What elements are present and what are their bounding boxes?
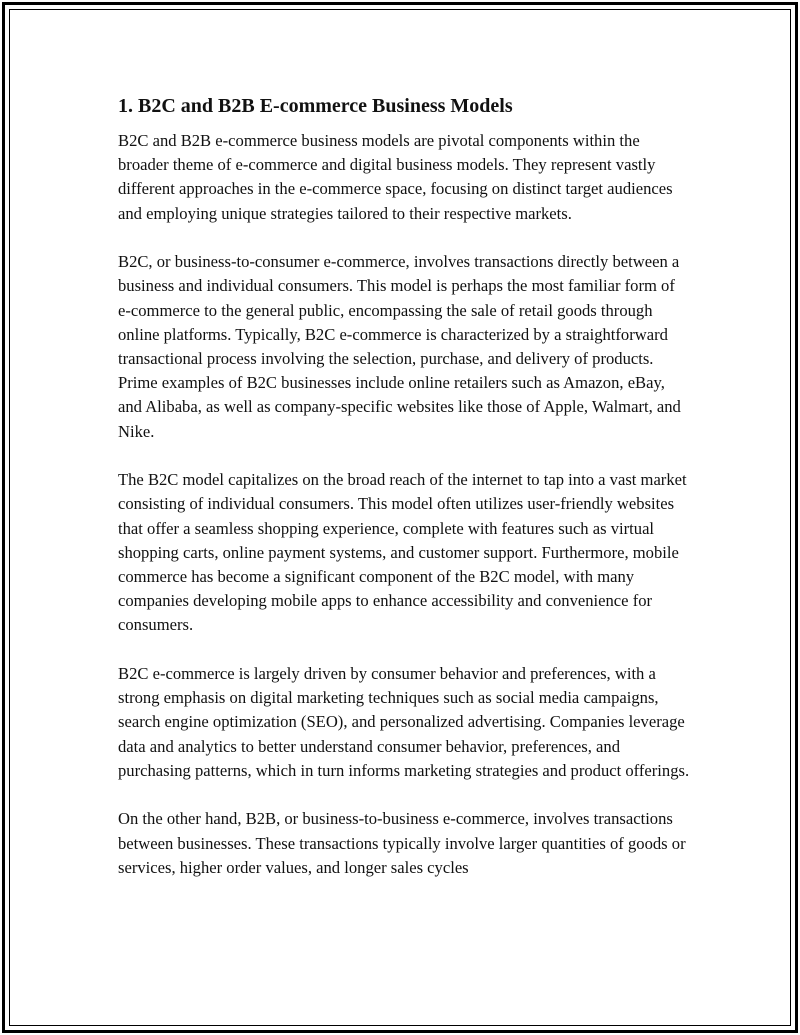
paragraph-b2b-definition: On the other hand, B2B, or business-to-business e-commerce, involves transactions between businesses. These transactions typically involve larger quantities of goods or services, higher order values, and longer sales cycles bbox=[118, 809, 686, 877]
document-body bbox=[118, 93, 690, 904]
paragraph-intro: B2C and B2B e-commerce business models are pivotal components within the broader theme of e-commerce and digital business models. They represent vastly different approaches in the e-commerce space, focusing on distinct target audiences and employing unique strategies tailored to their respective markets. bbox=[118, 131, 673, 223]
paragraph-b2c-reach: The B2C model capitalizes on the broad reach of the internet to tap into a vast market consisting of individual consumers. This model often utilizes user-friendly websites that offer a seamless shopping experience, complete with features such as virtual shopping carts, online payment systems, and customer support. Furthermore, mobile commerce has become a significant component of the B2C model, with many companies developing mobile apps to enhance accessibility and convenience for consumers. bbox=[118, 470, 687, 635]
section-heading: 1. B2C and B2B E-commerce Business Models bbox=[118, 95, 513, 117]
paragraph-b2c-definition: B2C, or business-to-consumer e-commerce, involves transactions directly between a business and individual consumers. This model is perhaps the most familiar form of e-commerce to the general public, encompassing the sale of retail goods through online platforms. Typically, B2C e-commerce is characterized by a straightforward transactional process involving the selection, purchase, and delivery of products. Prime examples of B2C businesses include online retailers such as Amazon, eBay, and Alibaba, as well as company-specific websites like those of Apple, Walmart, and Nike. bbox=[118, 252, 681, 441]
paragraph-b2c-marketing: B2C e-commerce is largely driven by consumer behavior and preferences, with a strong emphasis on digital marketing techniques such as social media campaigns, search engine optimization (SEO), and personalized advertising. Companies leverage data and analytics to better understand consumer behavior, preferences, and purchasing patterns, which in turn informs marketing strategies and product offerings. bbox=[118, 664, 690, 780]
